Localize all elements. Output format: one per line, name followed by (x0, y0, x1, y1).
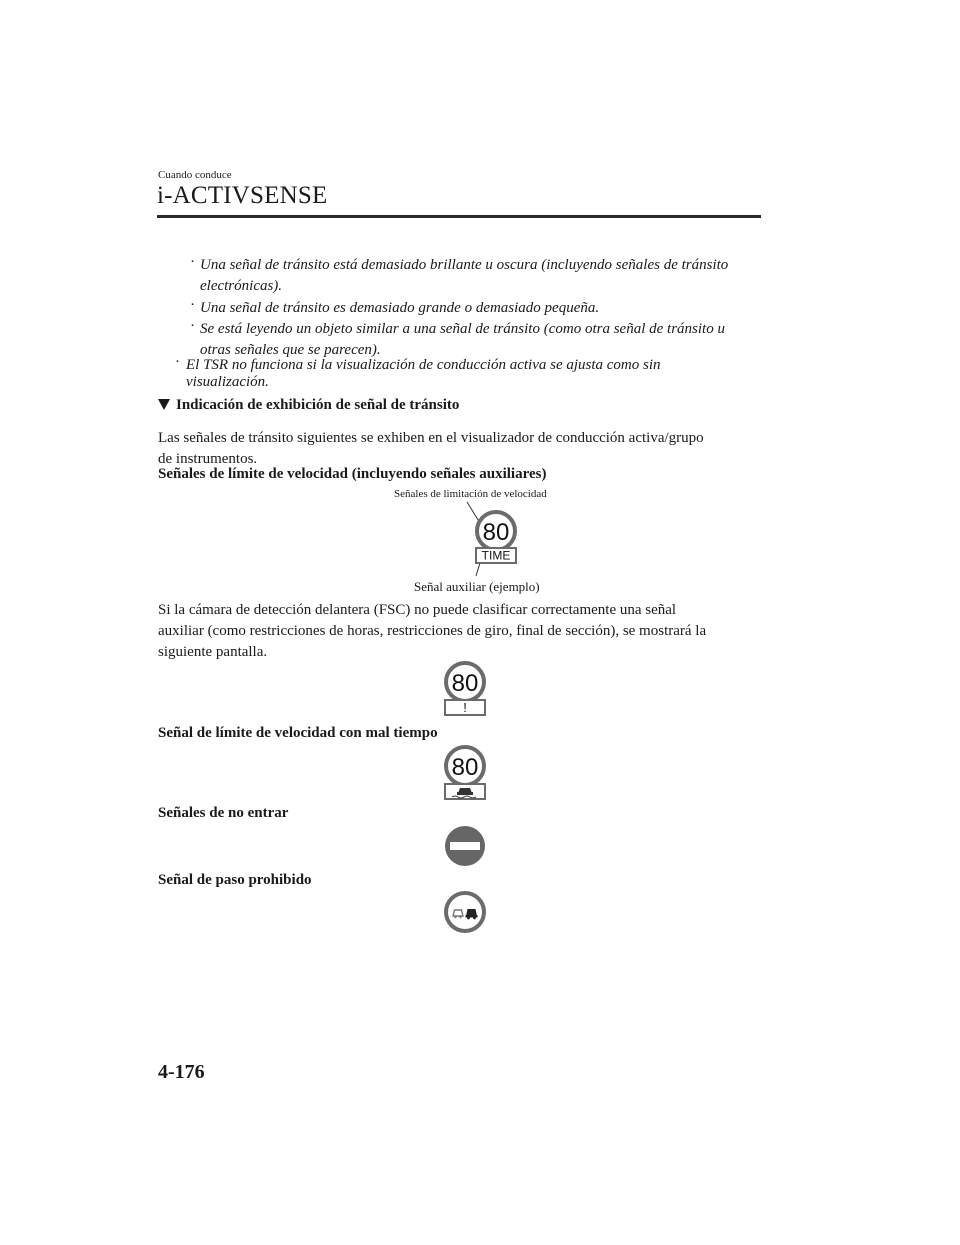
aux-sign-text: TIME (481, 548, 511, 563)
car-slippery-icon (445, 784, 485, 799)
bullet-text: Una señal de tránsito está demasiado brillante u oscura (incluyendo señales de tránsito (200, 257, 729, 273)
intro-line: Las señales de tránsito siguientes se exhiben en el visualizador de conducción activa/grupo (158, 430, 704, 446)
sign-value: 80 (482, 519, 510, 546)
bullet-text: Se está leyendo un objeto similar a una señal de tránsito (como otra señal de tránsito u (200, 321, 725, 337)
section-heading (158, 397, 459, 414)
bullet-text: otras señales que se parecen). (200, 342, 381, 358)
no-entry-heading: Señales de no entrar (158, 805, 289, 821)
bad-weather-heading: Señal de límite de velocidad con mal tiempo (158, 725, 438, 741)
section-label: Cuando conduce (158, 169, 232, 181)
no-passing-sign-icon (443, 890, 487, 934)
callout-auxiliary-sign: Señal auxiliar (ejemplo) (414, 579, 540, 594)
speed-limit-heading: Señales de límite de velocidad (incluyendo señales auxiliares) (158, 466, 547, 482)
sign-value: 80 (451, 670, 479, 697)
bullet-dot-icon: · (175, 354, 180, 370)
no-entry-sign-icon (443, 824, 487, 868)
bullet-text: visualización. (186, 374, 269, 390)
leader-line-bottom (476, 563, 480, 576)
bullet-dot-icon: · (190, 297, 195, 313)
page-title: i-ACTIVSENSE (157, 182, 328, 209)
section-heading-text: Indicación de exhibición de señal de tránsito (176, 397, 460, 413)
callout-speed-limit-signs: Señales de limitación de velocidad (394, 488, 547, 500)
bullet-text: Una señal de tránsito es demasiado grande o demasiado pequeña. (200, 300, 600, 316)
auxiliary-sign-time (476, 548, 516, 563)
bullet-text: electrónicas). (200, 278, 283, 294)
page-number: 4-176 (158, 1061, 205, 1083)
speed-limit-sign-icon (446, 747, 484, 785)
sign-value: 80 (451, 754, 479, 781)
speed-limit-sign-figure (440, 498, 540, 578)
bullet-text: El TSR no funciona si la visualización de conducción activa se ajusta como sin (186, 357, 661, 373)
bad-weather-sign-figure (438, 744, 492, 800)
unclassified-aux-sign-figure (438, 660, 492, 720)
no-passing-heading: Señal de paso prohibido (158, 872, 312, 888)
intro-line: de instrumentos. (158, 451, 258, 467)
speed-limit-sign-icon (477, 512, 515, 550)
fsc-line: auxiliar (como restricciones de horas, restricciones de giro, final de sección), se mostrará la (158, 623, 707, 639)
header-rule (157, 215, 761, 218)
aux-sign-text: ! (463, 700, 467, 715)
fsc-line: Si la cámara de detección delantera (FSC) no puede clasificar correctamente una señal (158, 602, 677, 618)
leader-line-top (467, 502, 480, 523)
triangle-down-icon (158, 399, 170, 410)
speed-limit-sign-icon (446, 663, 484, 701)
bullet-dot-icon: · (190, 254, 195, 270)
auxiliary-sign-unknown (445, 700, 485, 715)
bullet-dot-icon: · (190, 318, 195, 334)
fsc-line: siguiente pantalla. (158, 644, 268, 660)
